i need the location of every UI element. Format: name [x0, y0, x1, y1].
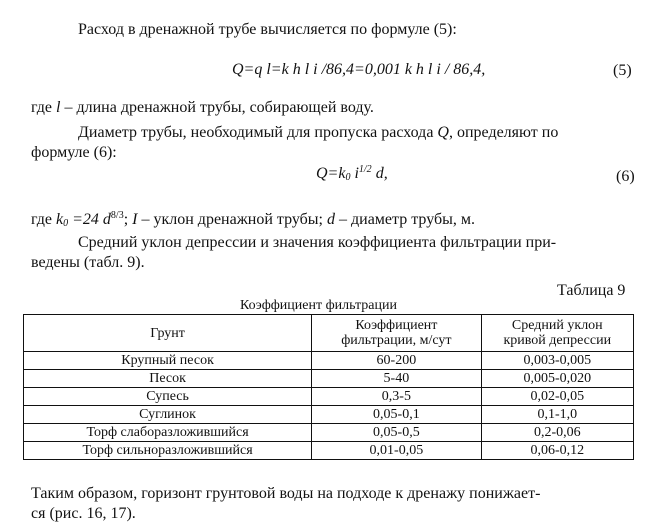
- cell-coef: 0,01-0,05: [312, 442, 481, 460]
- cell-slope: 0,003-0,005: [481, 352, 633, 370]
- header-average-slope: Средний уклон кривой депрессии: [481, 315, 633, 352]
- cell-slope: 0,02-0,05: [481, 388, 633, 406]
- cell-slope: 0,2-0,06: [481, 424, 633, 442]
- table-row: [24, 388, 634, 406]
- cell-slope: 0,005-0,020: [481, 370, 633, 388]
- paragraph-conclusion-line2: ся (рис. 16, 17).: [31, 505, 136, 522]
- table-row: [24, 424, 634, 442]
- table-row: [24, 406, 634, 424]
- paragraph-depression-line1: Средний уклон депрессии и значения коэффициента фильтрации при-: [78, 234, 557, 251]
- cell-soil: Суглинок: [24, 406, 312, 424]
- cell-slope: 0,06-0,12: [481, 442, 633, 460]
- paragraph-length-definition: где l – длина дренажной трубы, собирающей воду.: [31, 99, 374, 116]
- paragraph-depression-line2: ведены (табл. 9).: [31, 254, 145, 271]
- table-row: [24, 370, 634, 388]
- formula-6-number: (6): [616, 168, 635, 185]
- cell-coef: 60-200: [312, 352, 481, 370]
- header-filtration-coef: Коэффициент фильтрации, м/сут: [312, 315, 481, 352]
- cell-soil: Супесь: [24, 388, 312, 406]
- header-soil: Грунт: [24, 315, 312, 352]
- cell-coef: 0,05-0,1: [312, 406, 481, 424]
- table-label: Таблица 9: [557, 282, 626, 299]
- cell-soil: Крупный песок: [24, 352, 312, 370]
- paragraph-diameter-line2: формуле (6):: [31, 144, 117, 161]
- paragraph-diameter-line1: Диаметр трубы, необходимый для пропуска расхода Q, определяют по: [78, 124, 559, 141]
- paragraph-variables: где $k_0 =24$ $d^{8/3}$; I – уклон дренажной трубы; d – диаметр трубы, м.: [31, 210, 475, 229]
- table-row: [24, 352, 634, 370]
- table-row: [24, 442, 634, 460]
- cell-coef: 0,05-0,5: [312, 424, 481, 442]
- cell-coef: 0,3-5: [312, 388, 481, 406]
- cell-coef: 5-40: [312, 370, 481, 388]
- table-caption: Коэффициент фильтрации: [240, 298, 397, 313]
- formula-6: $Q=k_0$ $i^{1/2}$ d,: [316, 164, 388, 183]
- paragraph-conclusion-line1: Таким образом, горизонт грунтовой воды на подходе к дренажу понижает-: [31, 485, 541, 502]
- filtration-table: [23, 314, 634, 460]
- formula-5: Q=q l=k h l i /86,4=0,001 k h l i / 86,4,: [232, 61, 486, 78]
- formula-5-number: (5): [613, 62, 632, 79]
- paragraph-formula5-intro: Расход в дренажной трубе вычисляется по формуле (5):: [78, 21, 457, 38]
- cell-slope: 0,1-1,0: [481, 406, 633, 424]
- cell-soil: Торф сильноразложившийся: [24, 442, 312, 460]
- cell-soil: Торф слаборазложившийся: [24, 424, 312, 442]
- table-header-row: [24, 315, 634, 352]
- cell-soil: Песок: [24, 370, 312, 388]
